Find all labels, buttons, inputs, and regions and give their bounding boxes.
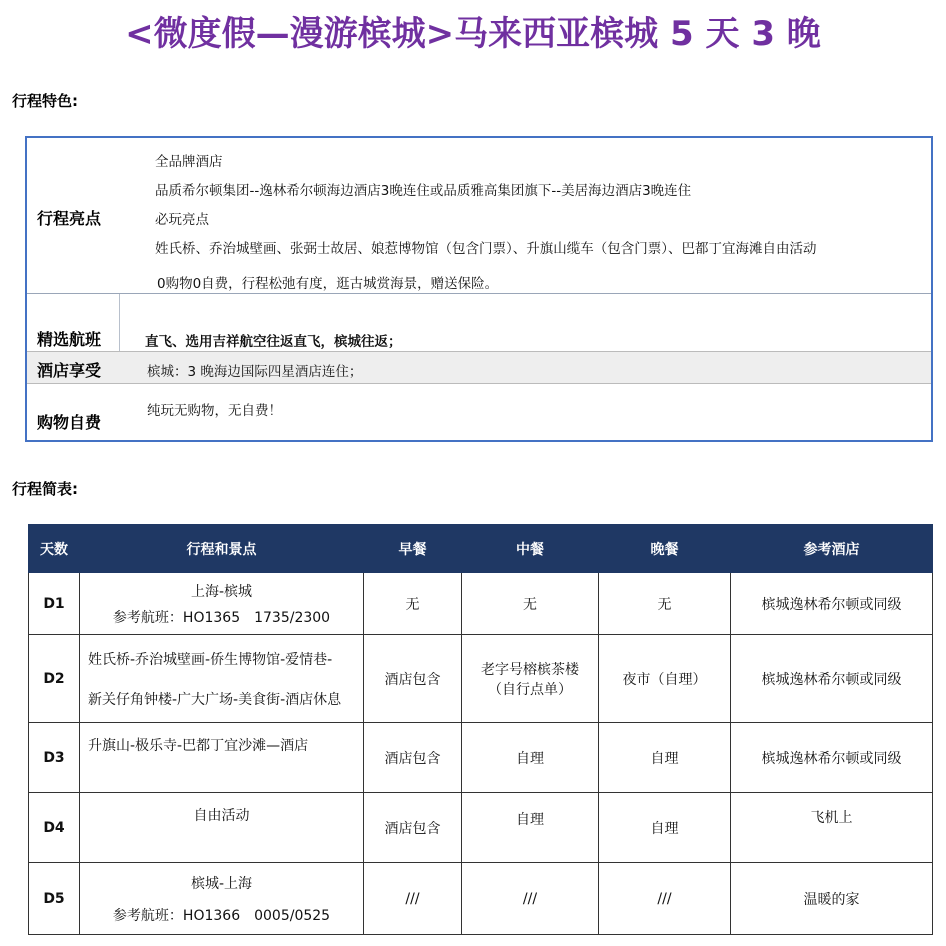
- route-line: 参考航班：HO1366 0005/0525: [112, 907, 331, 924]
- breakfast-cell: 酒店包含: [364, 723, 462, 793]
- route-line: 槟城-上海: [190, 875, 253, 892]
- hotel-cell: 槟城逸林希尔顿或同级: [731, 635, 933, 723]
- highlight-line: 品质希尔顿集团--逸林希尔顿海边酒店3晚连住或品质雅高集团旗下--美居海边酒店3晚连住: [155, 183, 692, 199]
- column-header: 行程和景点: [80, 525, 364, 573]
- table-row: [29, 635, 933, 723]
- flight-text: 直飞、选用吉祥航空往返直飞，槟城往返；: [145, 334, 402, 350]
- hotel-label: 酒店享受: [37, 361, 102, 380]
- day-cell: D2: [29, 635, 80, 723]
- features-box: [25, 136, 933, 442]
- breakfast-cell: ///: [364, 863, 462, 935]
- route-cell: [80, 793, 364, 863]
- dinner-cell: 自理: [599, 793, 731, 863]
- table-row: [29, 863, 933, 935]
- shopping-row: [27, 383, 931, 440]
- table-row: [29, 723, 933, 793]
- dinner-cell: 夜市（自理）: [599, 635, 731, 723]
- page-title: <微度假—漫游槟城>马来西亚槟城 5 天 3 晚: [125, 14, 821, 54]
- shopping-label: 购物自费: [37, 413, 102, 432]
- breakfast-cell: 无: [364, 573, 462, 635]
- itinerary-heading: 行程简表:: [12, 480, 78, 498]
- table-row: [29, 793, 933, 863]
- column-header: 参考酒店: [731, 525, 933, 573]
- highlights-row: [27, 138, 931, 293]
- day-cell: D1: [29, 573, 80, 635]
- dinner-cell: 无: [599, 573, 731, 635]
- flight-label: 精选航班: [37, 330, 102, 349]
- route-cell: [80, 863, 364, 935]
- highlight-line: 姓氏桥、乔治城壁画、张弼士故居、娘惹博物馆（包含门票）、升旗山缆车（包含门票）、巴都丁宜海滩自由活动: [155, 241, 817, 257]
- highlight-line: 必玩亮点: [155, 212, 209, 228]
- lunch-cell: ///: [462, 863, 599, 935]
- hotel-row: [27, 351, 931, 383]
- route-cell: [80, 573, 364, 635]
- route-cell: [80, 723, 364, 793]
- table-header-row: [29, 525, 933, 573]
- hotel-cell: 槟城逸林希尔顿或同级: [731, 573, 933, 635]
- day-cell: D5: [29, 863, 80, 935]
- day-cell: D3: [29, 723, 80, 793]
- hotel-cell: 槟城逸林希尔顿或同级: [731, 723, 933, 793]
- dinner-cell: 自理: [599, 723, 731, 793]
- route-line: 自由活动: [193, 808, 250, 824]
- breakfast-cell: 酒店包含: [364, 793, 462, 863]
- hotel-cell: 飞机上: [731, 793, 933, 863]
- route-line: 姓氏桥-乔治城壁画-侨生博物馆-爱情巷-: [88, 651, 333, 668]
- route-line: 新关仔角钟楼-广大广场-美食街-酒店休息: [88, 691, 342, 708]
- column-header: 晚餐: [599, 525, 731, 573]
- route-cell: [80, 635, 364, 723]
- column-header: 中餐: [462, 525, 599, 573]
- column-header: 天数: [29, 525, 80, 573]
- highlight-line: 0购物0自费，行程松弛有度，逛古城赏海景，赠送保险。: [157, 276, 499, 292]
- lunch-cell: [462, 635, 599, 723]
- hotel-cell: 温暖的家: [731, 863, 933, 935]
- column-header: 早餐: [364, 525, 462, 573]
- lunch-line: 老字号榕槟茶楼: [481, 661, 579, 678]
- route-line: 参考航班：HO1365 1735/2300: [112, 609, 331, 626]
- lunch-cell: 自理: [462, 793, 599, 863]
- route-line: 上海-槟城: [190, 583, 253, 600]
- lunch-cell: 自理: [462, 723, 599, 793]
- table-row: [29, 573, 933, 635]
- itinerary-table: [28, 524, 933, 935]
- shopping-text: 纯玩无购物，无自费！: [147, 403, 282, 419]
- route-line: 升旗山-极乐寺-巴都丁宜沙滩—酒店: [88, 738, 309, 754]
- lunch-line: （自行点单）: [488, 681, 572, 698]
- highlight-line: 全品牌酒店: [155, 154, 223, 170]
- highlights-label: 行程亮点: [37, 209, 102, 228]
- day-cell: D4: [29, 793, 80, 863]
- features-heading: 行程特色:: [12, 92, 78, 110]
- lunch-cell: 无: [462, 573, 599, 635]
- flight-row: [27, 293, 931, 351]
- hotel-text: 槟城：3 晚海边国际四星酒店连住；: [147, 364, 363, 380]
- breakfast-cell: 酒店包含: [364, 635, 462, 723]
- dinner-cell: ///: [599, 863, 731, 935]
